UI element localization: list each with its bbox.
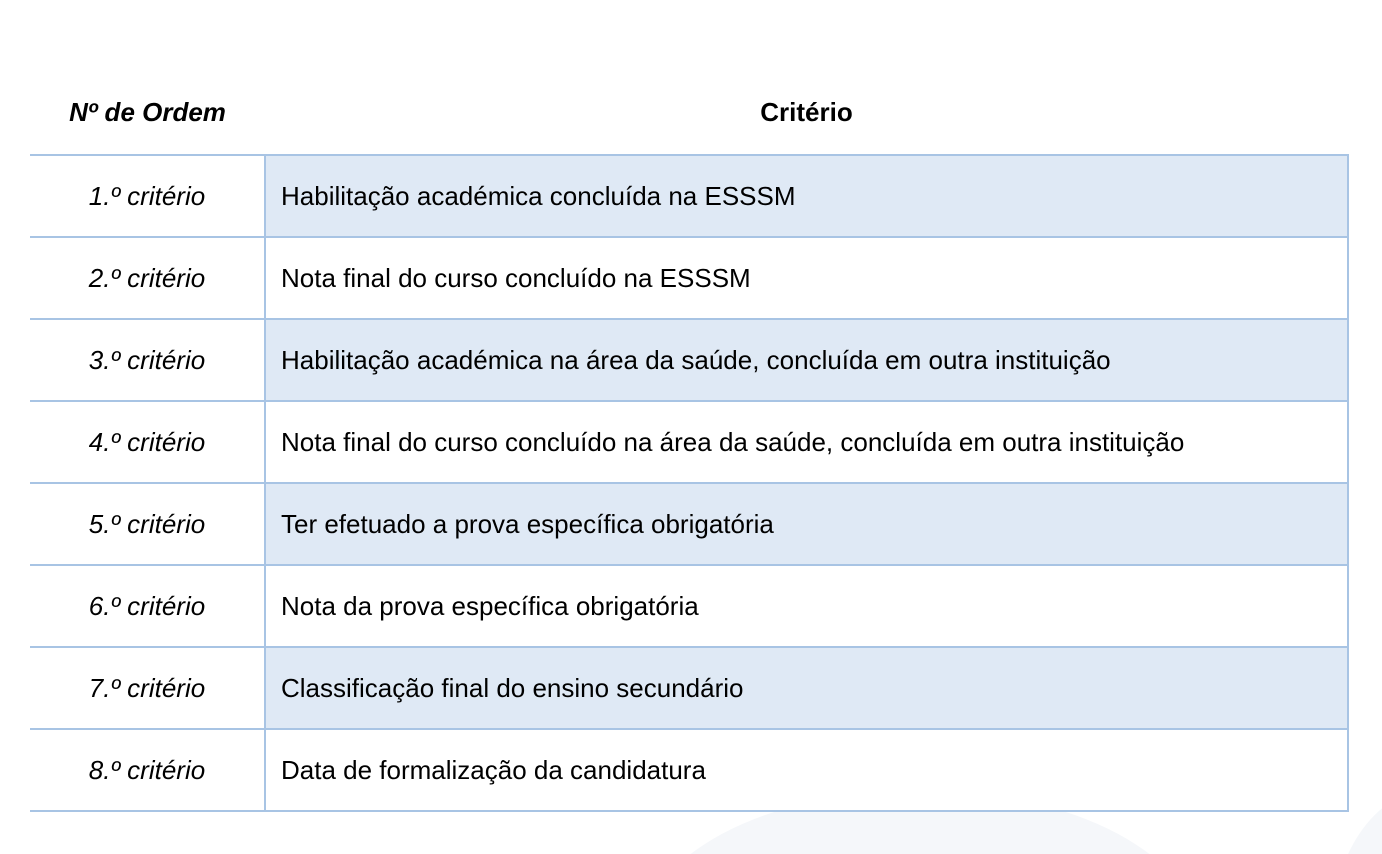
criterion-cell: Classificação final do ensino secundário [265, 647, 1348, 729]
criterion-cell: Nota final do curso concluído na ESSSM [265, 237, 1348, 319]
table-row [30, 647, 1348, 729]
table-row [30, 565, 1348, 647]
table-row [30, 729, 1348, 811]
criterion-cell: Nota da prova específica obrigatória [265, 565, 1348, 647]
order-cell: 5.º critério [30, 483, 265, 565]
order-cell: 2.º critério [30, 237, 265, 319]
table-row [30, 237, 1348, 319]
table-row [30, 401, 1348, 483]
header-criterion: Critério [265, 70, 1348, 155]
criteria-table [30, 70, 1349, 812]
criterion-cell: Habilitação académica na área da saúde, concluída em outra instituição [265, 319, 1348, 401]
order-cell: 3.º critério [30, 319, 265, 401]
table-header [30, 70, 1348, 155]
criterion-cell: Nota final do curso concluído na área da saúde, concluída em outra instituição [265, 401, 1348, 483]
criterion-cell: Habilitação académica concluída na ESSSM [265, 155, 1348, 237]
table-body [30, 155, 1348, 811]
criterion-cell: Data de formalização da candidatura [265, 729, 1348, 811]
order-cell: 1.º critério [30, 155, 265, 237]
table-row [30, 319, 1348, 401]
order-cell: 8.º critério [30, 729, 265, 811]
table-row [30, 483, 1348, 565]
header-row [30, 70, 1348, 155]
header-order: Nº de Ordem [30, 70, 265, 155]
criterion-cell: Ter efetuado a prova específica obrigatória [265, 483, 1348, 565]
table-row [30, 155, 1348, 237]
order-cell: 4.º critério [30, 401, 265, 483]
order-cell: 7.º critério [30, 647, 265, 729]
order-cell: 6.º critério [30, 565, 265, 647]
